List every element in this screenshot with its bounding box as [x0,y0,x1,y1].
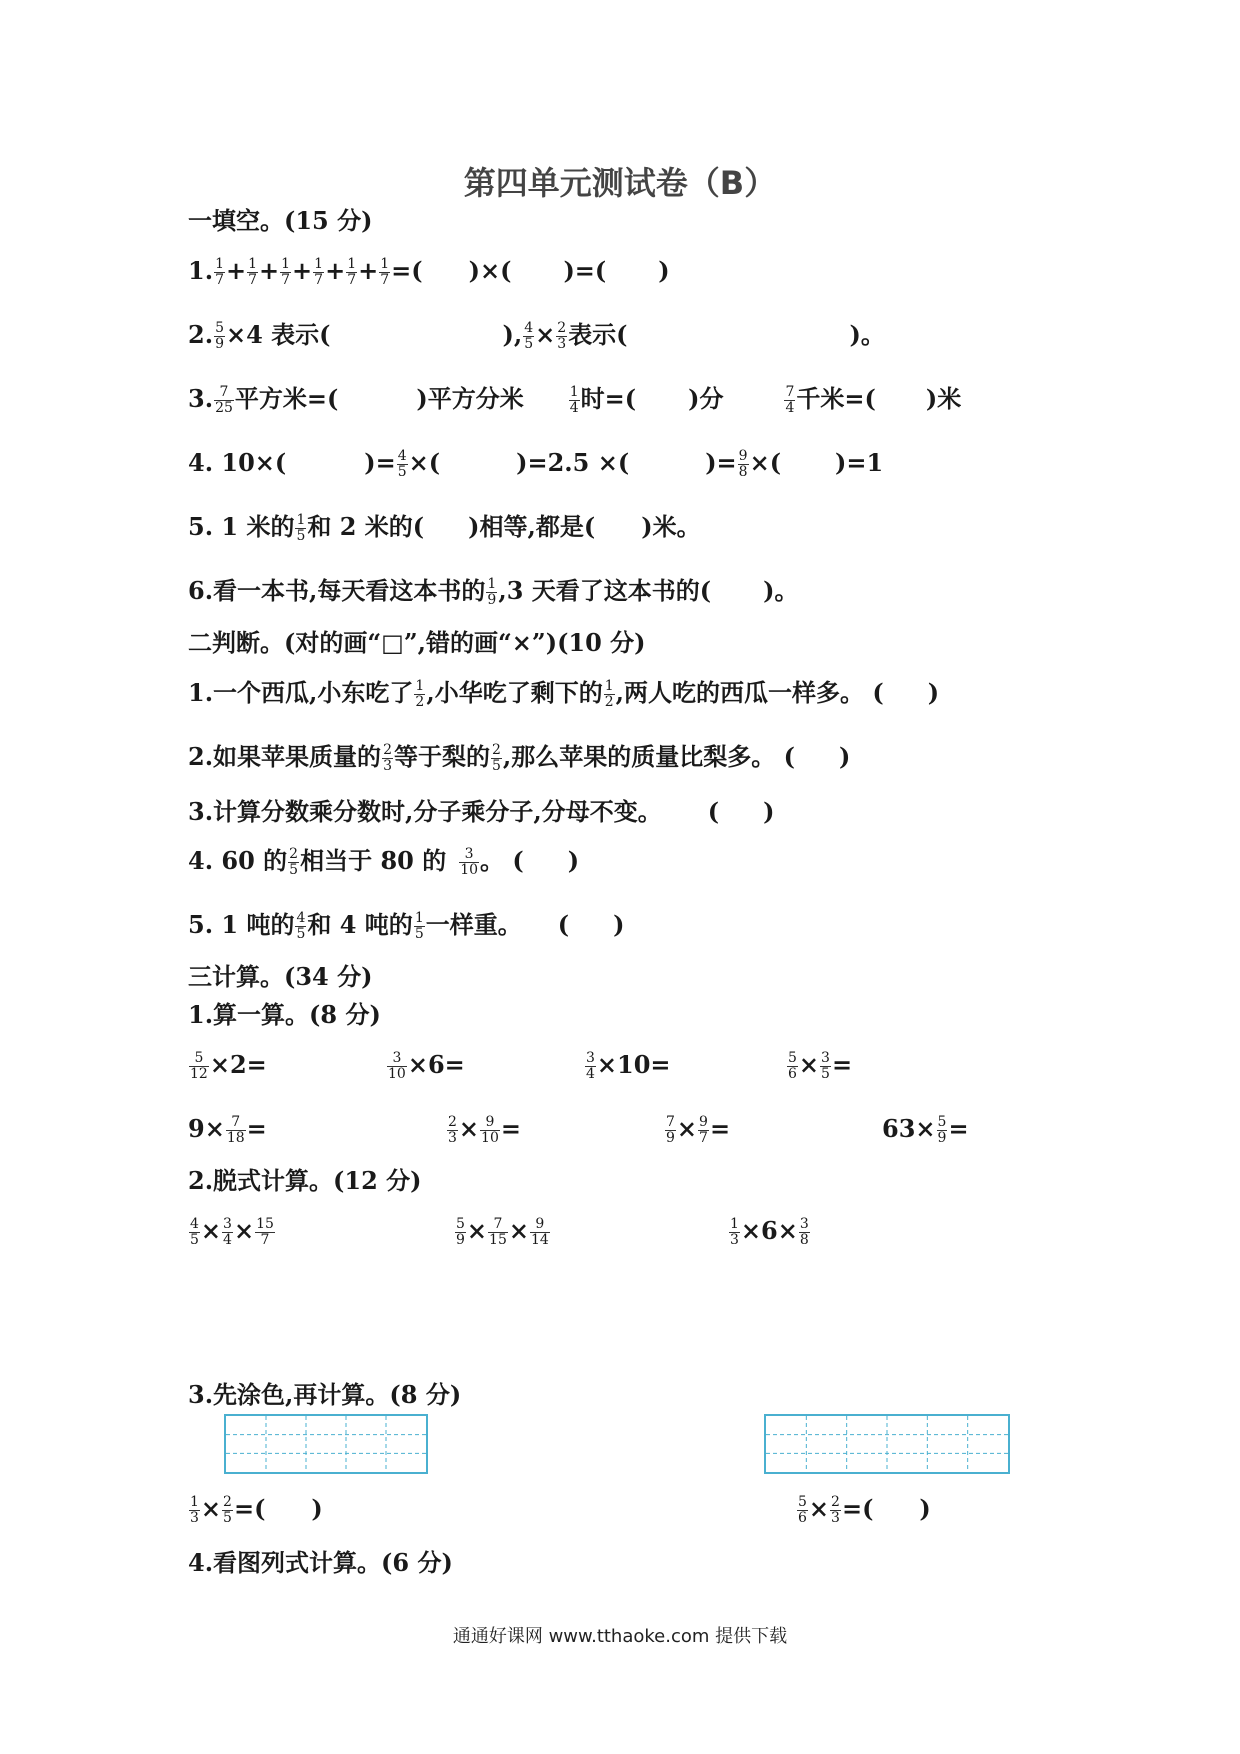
s3-part3-heading: 3.先涂色,再计算。(8 分) [188,1380,462,1409]
color-calc-left: $\frac{1}{3}$ × $\frac{2}{5}$ =( ) [190,1494,323,1526]
fraction [189,1052,209,1081]
numerator: 3 [464,846,474,862]
denominator: 7 [347,272,357,288]
denominator: 3 [383,758,392,774]
fraction [214,258,225,287]
steps-2: $\frac{5}{9}$ × $\frac{7}{15}$ × $\frac{9}{14}$ [456,1216,549,1248]
denominator: 15 [489,1232,507,1248]
numerator: 1 [487,576,497,592]
numerator: 9 [535,1216,545,1232]
denominator: 8 [738,464,748,480]
fraction [222,1496,233,1525]
calc-2-4: 63× $\frac{5}{9}$ = [882,1114,969,1146]
section1-heading: 一填空。(15 分) [188,206,373,235]
numerator: 3 [223,1216,232,1232]
denominator: 10 [388,1066,406,1082]
calc-1-2: $\frac{3}{10}$ ×6= [388,1050,465,1082]
fraction [280,258,291,287]
numerator: 9 [485,1114,495,1130]
s1-q1: 1. $\frac{1}{7}$ + $\frac{1}{7}$ + $\frac{1}{7}$ + $\frac{1}{7}$ + $\frac{1}{7}$ + $\frac{1}{7}$ =( )×( )=( ) [188,256,670,288]
numerator: 15 [256,1216,274,1232]
numerator: 5 [937,1114,947,1130]
fraction [214,386,234,415]
fraction [214,322,225,351]
fraction [530,1218,550,1247]
denominator: 7 [281,272,291,288]
denominator: 2 [415,694,425,710]
numerator: 2 [383,742,392,758]
numerator: 7 [231,1114,241,1130]
numerator: 5 [194,1050,204,1066]
numerator: 1 [604,678,614,694]
denominator: 5 [296,926,306,942]
denominator: 10 [481,1130,499,1146]
fraction [346,258,357,287]
numerator: 7 [219,384,229,400]
s3-part4-heading: 4.看图列式计算。(6 分) [188,1548,453,1577]
fraction [738,450,749,479]
numerator: 4 [296,910,306,926]
denominator: 18 [226,1130,245,1146]
s2-q2: 2.如果苹果质量的 $\frac{2}{3}$ 等于梨的 $\frac{2}{5}$ ,那么苹果的质量比梨多。 ( ) [188,742,851,774]
fraction [382,744,393,773]
numerator: 7 [493,1216,503,1232]
s2-q5: 5. 1 吨的 $\frac{4}{5}$ 和 4 吨的 $\frac{1}{5}$ 一样重。 ( ) [188,910,625,942]
fraction [387,1052,407,1081]
denominator: 8 [799,1232,809,1248]
fraction [295,912,306,941]
grid-lines [226,1416,426,1472]
numerator: 7 [666,1114,675,1130]
denominator: 3 [190,1510,199,1526]
denominator: 7 [215,272,224,288]
denominator: 7 [260,1232,270,1248]
fraction [523,322,534,351]
numerator: 1 [730,1216,739,1232]
fraction [255,1218,275,1247]
denominator: 5 [190,1232,199,1248]
denominator: 9 [456,1232,465,1248]
fraction [288,848,299,877]
fraction [787,1052,798,1081]
numerator: 2 [289,846,299,862]
numerator: 5 [788,1050,797,1066]
fraction [379,258,390,287]
fraction [698,1116,709,1145]
s3-part1-heading: 1.算一算。(8 分) [188,1000,381,1029]
denominator: 3 [557,336,567,352]
denominator: 3 [831,1510,840,1526]
s2-q1: 1.一个西瓜,小东吃了 $\frac{1}{2}$ ,小华吃了剩下的 $\frac{1}{2}$ ,两人吃的西瓜一样多。 ( ) [188,678,940,710]
denominator: 5 [821,1066,830,1082]
s2-q3: 3.计算分数乘分数时,分子乘分子,分母不变。 ( ) [188,797,775,826]
denominator: 9 [937,1130,947,1146]
footer-source: 通通好课网 www.tthaoke.com 提供下载 [452,1626,788,1647]
numerator: 1 [415,678,425,694]
denominator: 7 [380,272,390,288]
plus-sign: + [292,256,313,285]
section3-heading: 三计算。(34 分) [188,962,373,991]
fraction [665,1116,676,1145]
fraction [488,1218,508,1247]
numerator: 1 [569,384,579,400]
denominator: 3 [448,1130,457,1146]
denominator: 9 [666,1130,675,1146]
calc-1-3: $\frac{3}{4}$ ×10= [586,1050,671,1082]
fraction [784,386,795,415]
s3-part2-heading: 2.脱式计算。(12 分) [188,1166,422,1195]
fraction [937,1116,948,1145]
numerator: 7 [785,384,795,400]
plus-sign: + [358,256,379,285]
fraction [729,1218,740,1247]
fraction [447,1116,458,1145]
numerator: 5 [215,320,224,336]
fraction [226,1116,246,1145]
denominator: 3 [730,1232,739,1248]
steps-1: $\frac{4}{5}$ × $\frac{3}{4}$ × $\frac{15}{7}$ [190,1216,274,1248]
numerator: 1 [347,256,357,272]
fraction [247,258,258,287]
denominator: 4 [586,1066,595,1082]
denominator: 9 [215,336,224,352]
fraction [556,322,567,351]
numerator: 5 [798,1494,807,1510]
numerator: 1 [248,256,258,272]
denominator: 4 [223,1232,232,1248]
denominator: 2 [604,694,614,710]
fraction [799,1218,810,1247]
plus-sign: + [225,256,247,285]
numerator: 2 [831,1494,840,1510]
denominator: 5 [414,926,424,942]
calc-2-2: $\frac{2}{3}$ × $\frac{9}{10}$ = [448,1114,521,1146]
denominator: 5 [289,862,299,878]
calc-2-1: 9× $\frac{7}{18}$ = [188,1114,267,1146]
s1-q6: 6.看一本书,每天看这本书的 $\frac{1}{9}$ ,3 天看了这本书的( )。 [188,576,799,608]
denominator: 7 [314,272,324,288]
fraction [222,1218,233,1247]
s2-q4: 4. 60 的 $\frac{2}{5}$ 相当于 80 的 $\frac{3}{10}$ 。 ( ) [188,846,580,878]
denominator: 14 [530,1232,549,1248]
numerator: 3 [821,1050,830,1066]
numerator: 1 [281,256,291,272]
fraction [459,848,479,877]
denominator: 5 [491,758,501,774]
numerator: 4 [190,1216,199,1232]
calc-1-4: $\frac{5}{6}$ × $\frac{3}{5}$ = [788,1050,853,1082]
plus-sign: + [325,256,346,285]
fraction [797,1496,808,1525]
fraction [820,1052,831,1081]
denominator: 5 [524,336,534,352]
fraction [480,1116,500,1145]
fraction [455,1218,466,1247]
s1-q4: 4. 10×( )= $\frac{4}{5}$ ×( )=2.5 ×( )= $\frac{9}{8}$ ×( )=1 [188,448,884,480]
denominator: 6 [788,1066,797,1082]
denominator: 4 [785,400,795,416]
numerator: 1 [215,256,224,272]
denominator: 12 [190,1066,208,1082]
s1-q2: 2. $\frac{5}{9}$ ×4 表示( ), $\frac{4}{5}$ × $\frac{2}{3}$ 表示( )。 [188,320,885,352]
fraction [414,912,425,941]
s1-q3: 3. $\frac{7}{25}$ 平方米=( )平方分米 $\frac{1}{4}$ 时=( )分 $\frac{7}{4}$ 千米=( )米 [188,384,962,416]
calc-1-1: $\frac{5}{12}$ ×2= [190,1050,267,1082]
fraction [414,680,425,709]
numerator: 1 [190,1494,199,1510]
numerator: 2 [223,1494,232,1510]
denominator: 7 [699,1130,708,1146]
coloring-grid-right[interactable] [764,1414,1010,1474]
numerator: 1 [380,256,390,272]
denominator: 25 [215,400,233,416]
numerator: 2 [491,742,501,758]
fraction [189,1496,200,1525]
fraction [397,450,408,479]
fraction [830,1496,841,1525]
section2-heading: 二判断。(对的画“□”,错的画“×”)(10 分) [188,628,646,657]
grid-lines [766,1416,1008,1472]
steps-3: $\frac{1}{3}$ ×6× $\frac{3}{8}$ [730,1216,809,1248]
page-title: 第四单元测试卷（B） [463,164,777,202]
denominator: 10 [460,862,479,878]
numerator: 9 [738,448,748,464]
numerator: 1 [296,512,306,528]
plus-sign: + [259,256,280,285]
numerator: 2 [448,1114,457,1130]
fraction [189,1218,200,1247]
fraction [486,578,497,607]
denominator: 7 [248,272,258,288]
denominator: 6 [798,1510,807,1526]
denominator: 9 [487,592,497,608]
denominator: 5 [296,528,306,544]
numerator: 5 [456,1216,465,1232]
fraction [313,258,324,287]
fraction [569,386,580,415]
numerator: 4 [524,320,534,336]
denominator: 4 [569,400,579,416]
s1-q5: 5. 1 米的 $\frac{1}{5}$ 和 2 米的( )相等,都是( )米。 [188,512,701,544]
fraction [585,1052,596,1081]
fraction [295,514,306,543]
denominator: 5 [223,1510,232,1526]
fraction [491,744,502,773]
denominator: 5 [397,464,407,480]
color-calc-right: $\frac{5}{6}$ × $\frac{2}{3}$ =( ) [798,1494,931,1526]
numerator: 3 [799,1216,809,1232]
numerator: 4 [397,448,407,464]
numerator: 9 [699,1114,708,1130]
numerator: 1 [414,910,424,926]
fraction [604,680,615,709]
numerator: 2 [557,320,567,336]
numerator: 3 [392,1050,402,1066]
q1-fraction-sum [213,256,391,288]
coloring-grid-left[interactable] [224,1414,428,1474]
numerator: 1 [314,256,324,272]
numerator: 3 [586,1050,595,1066]
calc-2-3: $\frac{7}{9}$ × $\frac{9}{7}$ = [666,1114,731,1146]
